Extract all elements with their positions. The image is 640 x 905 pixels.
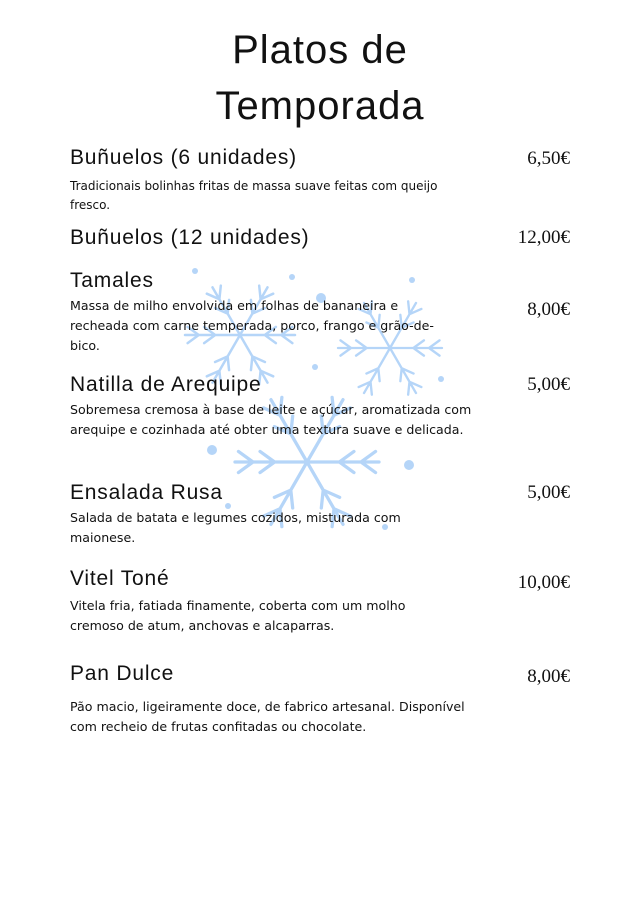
snow-dot [207, 445, 217, 455]
item-name: Vitel Toné [70, 567, 170, 590]
menu-item [70, 225, 570, 251]
title-line-2: Temporada [215, 84, 425, 128]
item-price: 8,00€ [527, 299, 570, 320]
item-price: 10,00€ [517, 572, 570, 593]
item-name: Buñuelos (12 unidades) [70, 226, 310, 249]
item-price: 5,00€ [527, 374, 570, 395]
item-description: Massa de milho envolvida em folhas de bananeira e recheada com carne temperada, porco, frango e grão-de-bico. [70, 298, 434, 353]
item-description: Salada de batata e legumes cozidos, misturada com maionese. [70, 510, 401, 545]
menu-item [70, 268, 570, 356]
item-price: 5,00€ [527, 482, 570, 503]
item-description: Sobremesa cremosa à base de leite e açúcar, aromatizada com arequipe e cozinhada até obter uma textura suave e delicada. [70, 402, 472, 437]
item-description: Pão macio, ligeiramente doce, de fabrico artesanal. Disponível com recheio de frutas confitadas ou chocolate. [70, 699, 465, 734]
page-title [0, 22, 640, 134]
item-name: Natilla de Arequipe [70, 373, 262, 396]
item-name: Ensalada Rusa [70, 481, 223, 504]
item-name: Pan Dulce [70, 662, 175, 685]
menu-item [70, 480, 570, 548]
menu-item [70, 661, 570, 737]
item-description: Vitela fria, fatiada finamente, coberta com um molho cremoso de atum, anchovas e alcaparras. [70, 598, 406, 633]
snow-dot [404, 460, 414, 470]
menu-item [70, 566, 570, 636]
item-price: 8,00€ [527, 666, 570, 687]
item-name: Buñuelos (6 unidades) [70, 146, 297, 169]
menu-item [70, 145, 570, 215]
title-line-1: Platos de [232, 28, 408, 72]
item-description: Tradicionais bolinhas fritas de massa suave feitas com queijo fresco. [70, 179, 438, 212]
menu-item [70, 372, 570, 440]
snow-dot [312, 364, 318, 370]
item-price: 6,50€ [527, 148, 570, 169]
item-name: Tamales [70, 269, 154, 292]
item-price: 12,00€ [517, 227, 570, 248]
